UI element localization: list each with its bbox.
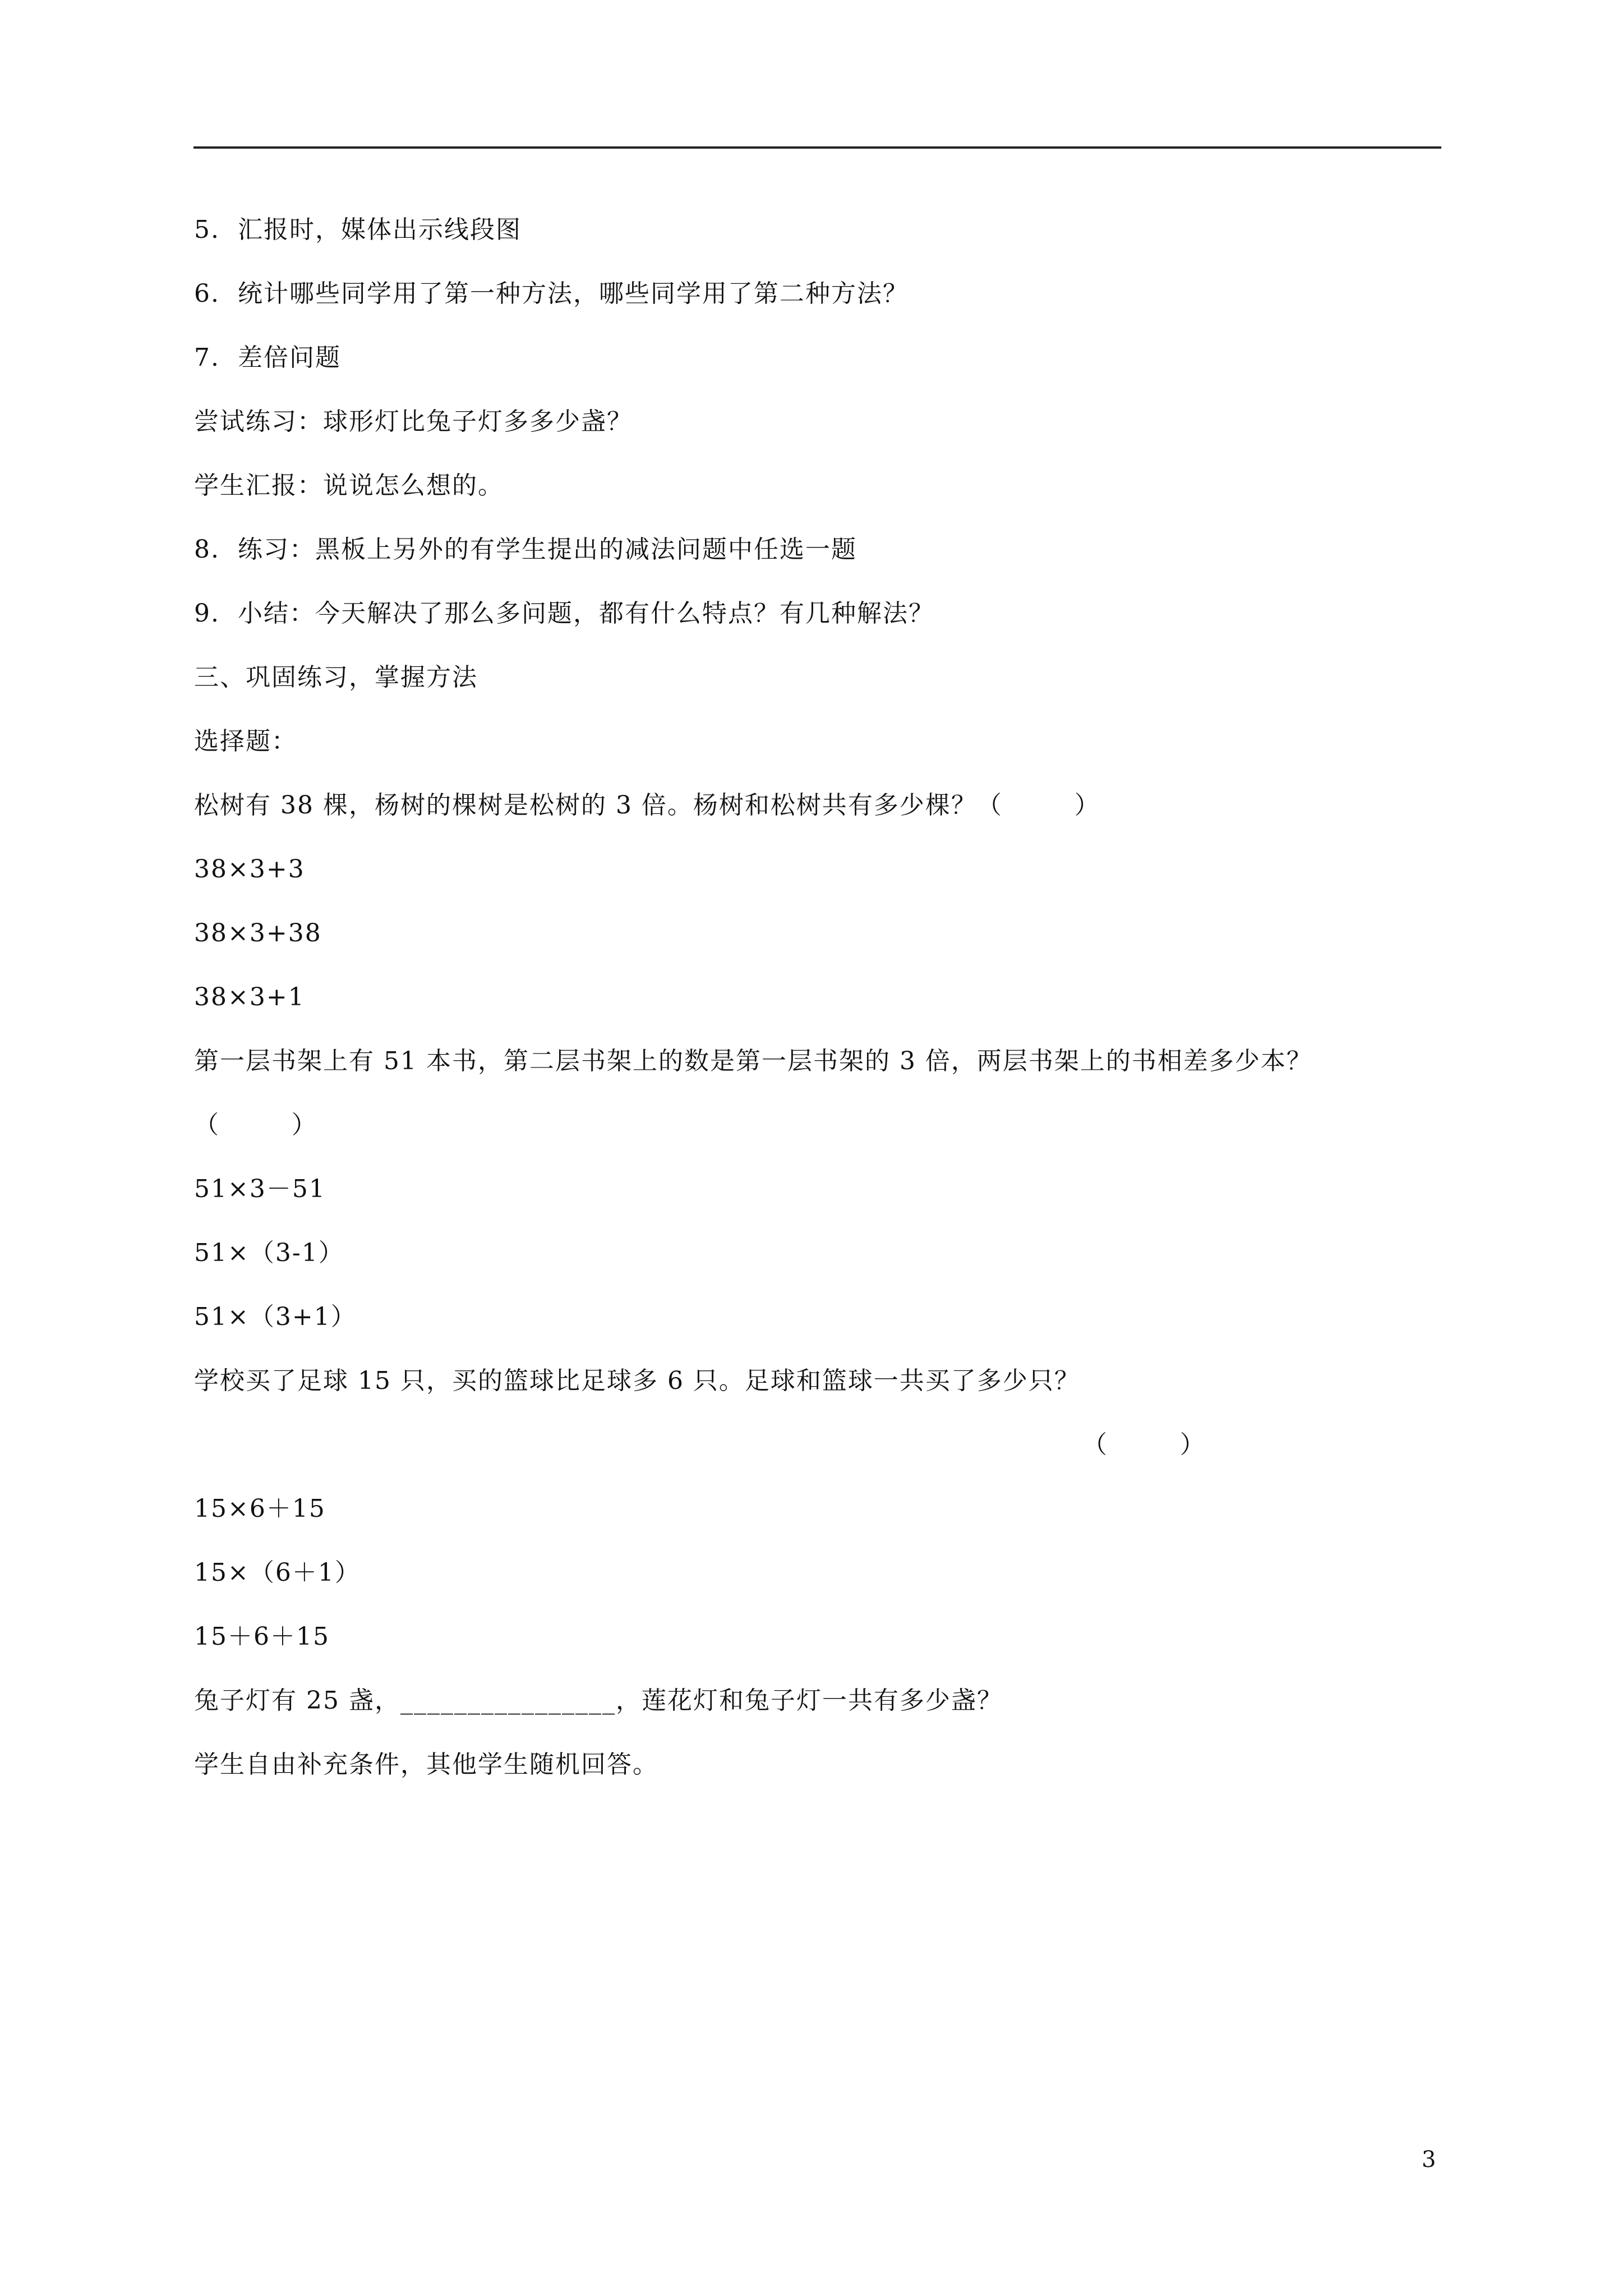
question-1-option-b: 38×3+38 [194,919,322,947]
question-2-option-c: 51×（3+1） [194,1303,357,1331]
question-2-option-a: 51×3－51 [194,1175,326,1203]
question-3-option-c: 15＋6＋15 [194,1622,330,1651]
header-rule [193,146,1441,149]
item-7-heading: 7. 差倍问题 [194,343,341,372]
student-free-answer: 学生自由补充条件，其他学生随机回答。 [194,1750,658,1779]
item-9-summary: 9. 小结：今天解决了那么多问题，都有什么特点？有几种解法？ [194,599,934,628]
item-8-practice: 8. 练习：黑板上另外的有学生提出的减法问题中任选一题 [194,535,857,564]
section-3-heading: 三、巩固练习，掌握方法 [194,663,478,692]
question-3-option-a: 15×6＋15 [194,1494,326,1523]
question-2-answer-blank: （ ） [194,1111,317,1139]
question-2-option-b: 51×（3-1） [194,1239,344,1267]
trial-practice: 尝试练习：球形灯比兔子灯多多少盏？ [194,407,633,436]
question-1-option-a: 38×3+3 [194,855,305,884]
choice-heading: 选择题： [194,727,297,756]
question-1: 松树有 38 棵，杨树的棵树是松树的 3 倍。杨树和松树共有多少棵？（ ） [194,791,1100,820]
question-3: 学校买了足球 15 只，买的篮球比足球多 6 只。足球和篮球一共买了多少只？ [194,1366,1080,1395]
question-2: 第一层书架上有 51 本书，第二层书架上的数是第一层书架的 3 倍，两层书架上的书相差多少本？ [194,1047,1312,1075]
item-5-report: 5. 汇报时，媒体出示线段图 [194,215,522,244]
question-1-option-c: 38×3+1 [194,983,305,1011]
question-3-option-b: 15×（6＋1） [194,1558,361,1587]
page-number: 3 [1422,2147,1436,2173]
item-6-statistics: 6. 统计哪些同学用了第一种方法，哪些同学用了第二种方法？ [194,279,909,308]
fill-in-condition: 兔子灯有 25 盏，________________，莲花灯和兔子灯一共有多少盏？ [194,1686,1003,1715]
question-3-answer-blank: （ ） [1082,1430,1206,1459]
student-report: 学生汇报：说说怎么想的。 [194,471,504,500]
